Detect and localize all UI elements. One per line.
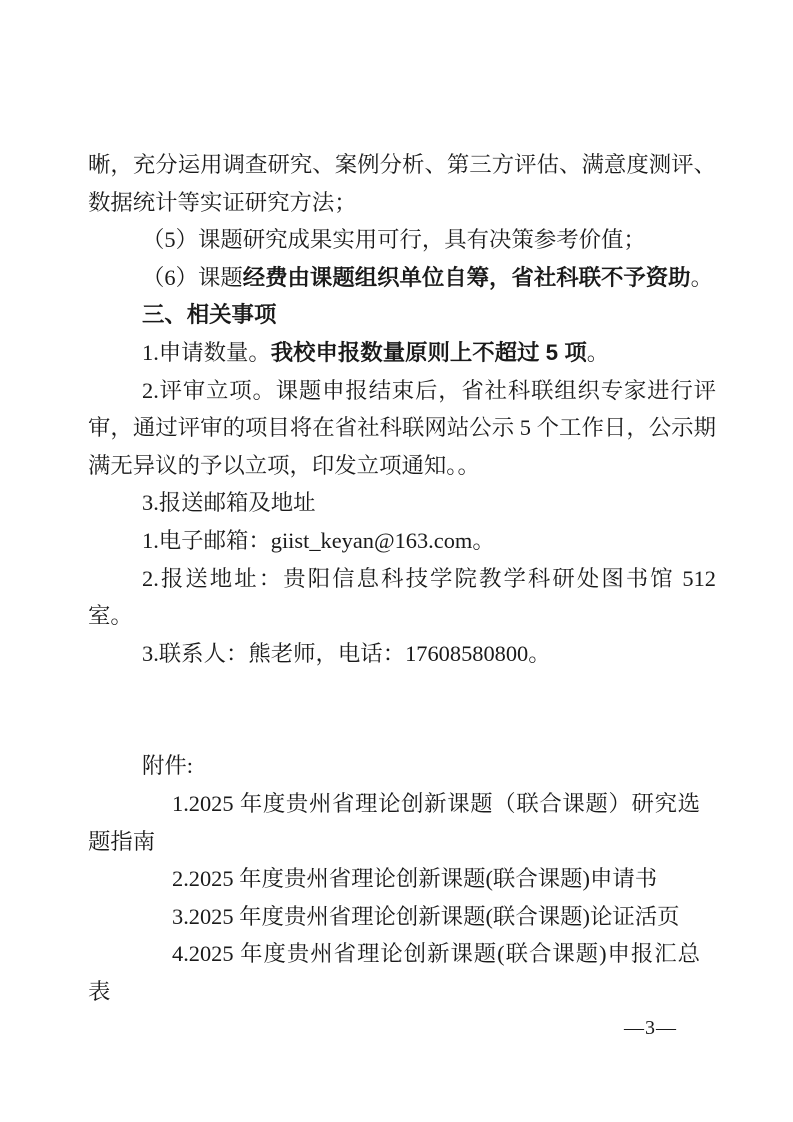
item6-bold-text: 经费由课题组织单位自筹，省社科联不予资助 bbox=[242, 264, 691, 290]
section-heading: 三、相关事项 bbox=[142, 302, 277, 328]
paragraph-related3: 3.报送邮箱及地址 bbox=[142, 490, 316, 516]
attachment-item-4: 4.2025 年度贵州省理论创新课题(联合课题)申报汇总表 bbox=[88, 941, 700, 1004]
paragraph-contact-email: 1.电子邮箱：giist_keyan@163.com。 bbox=[142, 527, 495, 553]
attachment-item-2: 2.2025 年度贵州省理论创新课题(联合课题)申请书 bbox=[172, 866, 658, 892]
attachment-item-1: 1.2025 年度贵州省理论创新课题（联合课题）研究选题指南 bbox=[88, 790, 700, 854]
page-number: —3— bbox=[624, 1017, 677, 1039]
item6-prefix: （6）课题 bbox=[142, 264, 243, 290]
related1-bold-text: 我校申报数量原则上不超过 5 项 bbox=[270, 339, 587, 365]
attachment-item-3: 3.2025 年度贵州省理论创新课题(联合课题)论证活页 bbox=[172, 903, 680, 929]
item6-suffix: 。 bbox=[690, 264, 713, 290]
paragraph-related1 bbox=[88, 334, 716, 372]
paragraph-related2: 2.评审立项。课题申报结束后，省社科联组织专家进行评审，通过评审的项目将在省社科联网站公示 5 个工作日，公示期满无异议的予以立项，印发立项通知。。 bbox=[88, 377, 716, 478]
paragraph-continuation: 晰，充分运用调查研究、案例分析、第三方评估、满意度测评、数据统计等实证研究方法； bbox=[88, 152, 716, 215]
paragraph-item5: （5）课题研究成果实用可行，具有决策参考价值； bbox=[142, 227, 646, 253]
related1-prefix: 1.申请数量。 bbox=[142, 339, 271, 365]
paragraph-contact-address: 2.报送地址：贵阳信息科技学院教学科研处图书馆 512 室。 bbox=[88, 565, 716, 629]
related1-suffix: 。 bbox=[586, 339, 610, 365]
attachments-label: 附件: bbox=[142, 753, 194, 779]
paragraph-contact-person: 3.联系人：熊老师，电话：17608580800。 bbox=[142, 640, 551, 666]
document-body bbox=[88, 146, 716, 1010]
paragraph-item6 bbox=[88, 259, 716, 297]
